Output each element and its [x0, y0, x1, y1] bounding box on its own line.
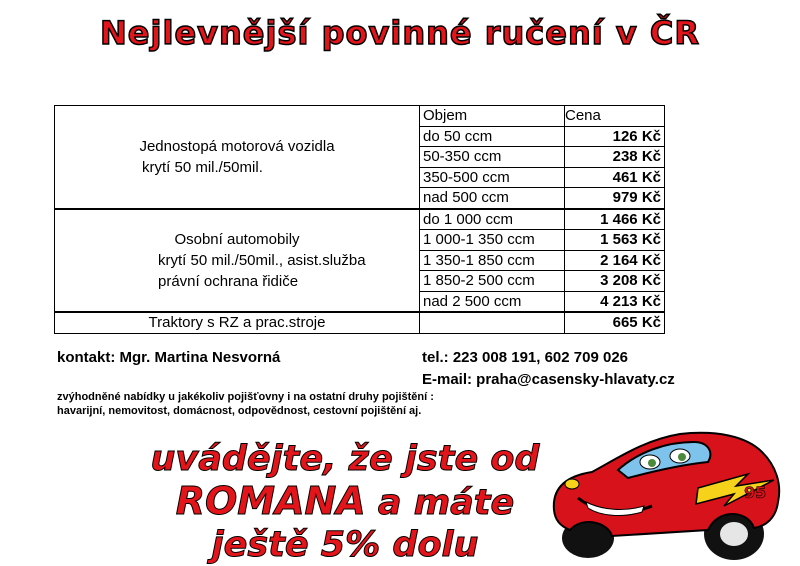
volume-cell: nad 500 ccm: [420, 188, 565, 209]
table-header-row: [55, 106, 665, 127]
promo-line: ještě 5% dolu: [211, 525, 479, 565]
car-pupil: [678, 453, 686, 461]
rear-wheel-rim: [720, 522, 748, 546]
volume-cell: 1 350-1 850 ccm: [420, 250, 565, 271]
price-cell: 2 164 Kč: [565, 250, 665, 271]
header-volume: Objem: [420, 106, 565, 127]
group-label-line: krytí 50 mil./50mil.: [142, 158, 263, 176]
volume-cell: 350-500 ccm: [420, 167, 565, 188]
price-cell: 4 213 Kč: [565, 291, 665, 312]
price-table: [54, 105, 665, 334]
page-title: Nejlevnější povinné ručení v ČR: [100, 14, 700, 52]
volume-cell: do 50 ccm: [420, 126, 565, 147]
group-motorcycles: [55, 106, 420, 209]
group-label-line: Osobní automobily: [174, 230, 300, 248]
table-row: [55, 209, 665, 230]
promo-slogan: [120, 438, 570, 566]
header-price: Cena: [565, 106, 665, 127]
price-cell: 126 Kč: [565, 126, 665, 147]
price-cell: 979 Kč: [565, 188, 665, 209]
car-number: 95: [744, 483, 767, 502]
promo-line: uvádějte, že jste od: [150, 439, 540, 479]
price-cell: 461 Kč: [565, 167, 665, 188]
price-cell: 3 208 Kč: [565, 271, 665, 292]
volume-cell: 50-350 ccm: [420, 147, 565, 168]
price-cell: 1 563 Kč: [565, 230, 665, 251]
volume-cell: 1 000-1 350 ccm: [420, 230, 565, 251]
price-cell: 1 466 Kč: [565, 209, 665, 230]
promo-line: [120, 480, 570, 524]
volume-cell: nad 2 500 ccm: [420, 291, 565, 312]
offer-line: havarijní, nemovitost, domácnost, odpovědnost, cestovní pojištění aj.: [57, 405, 422, 417]
contact-phone: tel.: 223 008 191, 602 709 026: [422, 349, 629, 366]
car-headlight: [565, 479, 579, 489]
volume-cell: do 1 000 ccm: [420, 209, 565, 230]
offer-line: zvýhodněné nabídky u jakékoliv pojišťovny i na ostatní druhy pojištění :: [57, 391, 434, 403]
price-cell: 665 Kč: [565, 312, 665, 333]
group-label-line: právní ochrana řidiče: [158, 272, 299, 290]
promo-text: a máte: [365, 483, 515, 523]
contact-email: E-mail: praha@casensky-hlavaty.cz: [422, 371, 675, 388]
group-label-line: krytí 50 mil./50mil., asist.služba: [158, 251, 366, 269]
table-row-tractors: [55, 312, 665, 333]
race-car-icon: [548, 418, 788, 563]
group-label-line: Jednostopá motorová vozidla: [139, 137, 335, 155]
group-cars: [55, 209, 420, 313]
price-cell: 238 Kč: [565, 147, 665, 168]
offer-text: [57, 390, 434, 418]
car-pupil: [648, 459, 656, 467]
volume-cell: 1 850-2 500 ccm: [420, 271, 565, 292]
tractors-label: Traktory s RZ a prac.stroje: [55, 312, 420, 333]
volume-cell: [420, 312, 565, 333]
promo-name: ROMANA: [175, 479, 366, 523]
contact-name: kontakt: Mgr. Martina Nesvorná: [57, 349, 281, 366]
